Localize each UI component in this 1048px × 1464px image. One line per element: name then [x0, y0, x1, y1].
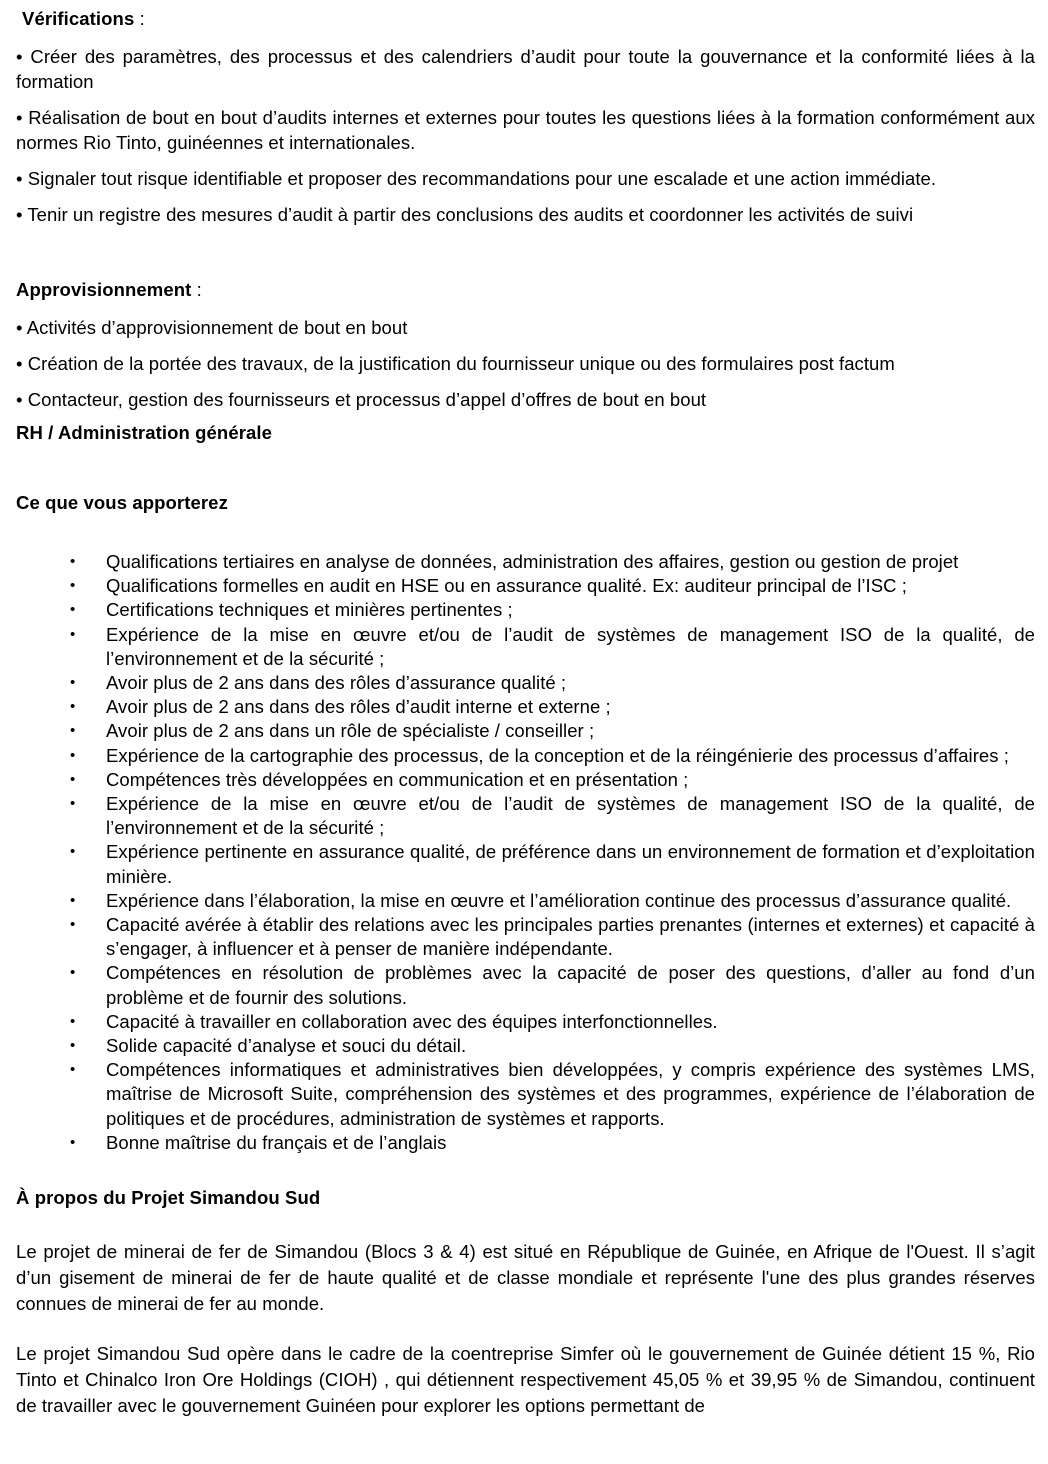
list-item: • Qualifications tertiaires en analyse de données, administration des affaires, gestion ou gestion de projet [16, 550, 1035, 574]
list-item: • Certifications techniques et minières pertinentes ; [16, 598, 1035, 622]
spacer [16, 32, 1035, 44]
spacer [16, 191, 1035, 202]
verifications-bullet-1: • Créer des paramètres, des processus et des calendriers d’audit pour toute la gouvernance et la conformité liées à la formation [16, 46, 1035, 92]
approvisionnement-bullet-2: • Création de la portée des travaux, de la justification du fournisseur unique ou des formulaires post factum [16, 353, 895, 374]
section-heading-verifications [16, 6, 1035, 32]
verifications-bullet-4: • Tenir un registre des mesures d’audit à partir des conclusions des audits et coordonner les activités de suivi [16, 204, 914, 225]
simandou-paragraph-2: Le projet Simandou Sud opère dans le cadre de la coentreprise Simfer où le gouvernement de Guinée détient 15 %, Rio Tinto et Chinalco Iron Ore Holdings (CIOH) , qui détiennent respectivement 45,05 % et 39,95 % de Simandou, continuent de travailler avec le gouvernement Guinéen pour explorer les options permettant de [16, 1343, 1035, 1417]
list-item: • Expérience de la cartographie des processus, de la conception et de la réingénierie des processus d’affaires ; [16, 744, 1035, 768]
list-item: • Compétences informatiques et administratives bien développées, y compris expérience des systèmes LMS, maîtrise de Microsoft Suite, compréhension des systèmes et des programmes, expérience de l’élaboration de politiques et de procédures, administration de systèmes et rapports. [16, 1058, 1035, 1131]
spacer [16, 227, 1035, 277]
spacer [16, 1155, 1035, 1185]
spacer [16, 412, 1035, 420]
heading-colon: : [191, 279, 202, 300]
list-item: • Solide capacité d’analyse et souci du détail. [16, 1034, 1035, 1058]
simandou-paragraph-1: Le projet de minerai de fer de Simandou (Blocs 3 & 4) est situé en République de Guinée, en Afrique de l'Ouest. Il s’agit d’un gisement de minerai de fer de haute qualité et de classe mondiale et représente l'une des plus grandes réserves connues de minerai de fer au monde. [16, 1241, 1035, 1315]
list-item: • Compétences très développées en communication et en présentation ; [16, 768, 1035, 792]
verifications-bullet-2: • Réalisation de bout en bout d’audits internes et externes pour toutes les questions liées à la formation conformément aux normes Rio Tinto, guinéennes et internationales. [16, 107, 1035, 153]
list-item: • Compétences en résolution de problèmes avec la capacité de poser des questions, d’aller au fond d’un problème et de fournir des solutions. [16, 961, 1035, 1009]
spacer [16, 94, 1035, 105]
section-heading-rh: RH / Administration générale [16, 422, 273, 443]
list-item: • Bonne maîtrise du français et de l’anglais [16, 1131, 1035, 1155]
list-item: • Expérience pertinente en assurance qualité, de préférence dans un environnement de formation et d’exploitation minière. [16, 840, 1035, 888]
heading-text: Vérifications [22, 8, 135, 29]
spacer [16, 155, 1035, 166]
spacer [16, 446, 1035, 490]
list-item: • Expérience de la mise en œuvre et/ou de l’audit de systèmes de management ISO de la qualité, de l’environnement et de la sécurité ; [16, 623, 1035, 671]
list-item: • Expérience dans l’élaboration, la mise en œuvre et l’amélioration continue des processus d’assurance qualité. [16, 889, 1035, 913]
list-item: • Capacité à travailler en collaboration avec des équipes interfonctionnelles. [16, 1010, 1035, 1034]
spacer [16, 376, 1035, 387]
approvisionnement-bullet-3: • Contacteur, gestion des fournisseurs et processus d’appel d’offres de bout en bout [16, 389, 707, 410]
spacer [16, 1317, 1035, 1341]
spacer [16, 340, 1035, 351]
spacer [16, 516, 1035, 550]
list-item: • Avoir plus de 2 ans dans des rôles d’assurance qualité ; [16, 671, 1035, 695]
list-item: • Qualifications formelles en audit en HSE ou en assurance qualité. Ex: auditeur principal de l’ISC ; [16, 574, 1035, 598]
qualifications-list [16, 550, 1035, 1155]
list-item: • Avoir plus de 2 ans dans des rôles d’audit interne et externe ; [16, 695, 1035, 719]
verifications-bullet-3: • Signaler tout risque identifiable et proposer des recommandations pour une escalade et une action immédiate. [16, 168, 937, 189]
list-item: • Expérience de la mise en œuvre et/ou de l’audit de systèmes de management ISO de la qualité, de l’environnement et de la sécurité ; [16, 792, 1035, 840]
list-item: • Avoir plus de 2 ans dans un rôle de spécialiste / conseiller ; [16, 719, 1035, 743]
spacer [16, 303, 1035, 315]
spacer [16, 1211, 1035, 1239]
list-item: • Capacité avérée à établir des relations avec les principales parties prenantes (internes et externes) et capacité à s’engager, à influencer et à penser de manière indépendante. [16, 913, 1035, 961]
section-heading-approvisionnement [16, 277, 1035, 303]
heading-text: Approvisionnement [16, 279, 192, 300]
section-heading-simandou: À propos du Projet Simandou Sud [16, 1187, 321, 1209]
approvisionnement-bullet-1: • Activités d’approvisionnement de bout en bout [16, 317, 408, 338]
heading-colon: : [134, 8, 145, 29]
section-heading-apporterez: Ce que vous apporterez [16, 492, 228, 513]
